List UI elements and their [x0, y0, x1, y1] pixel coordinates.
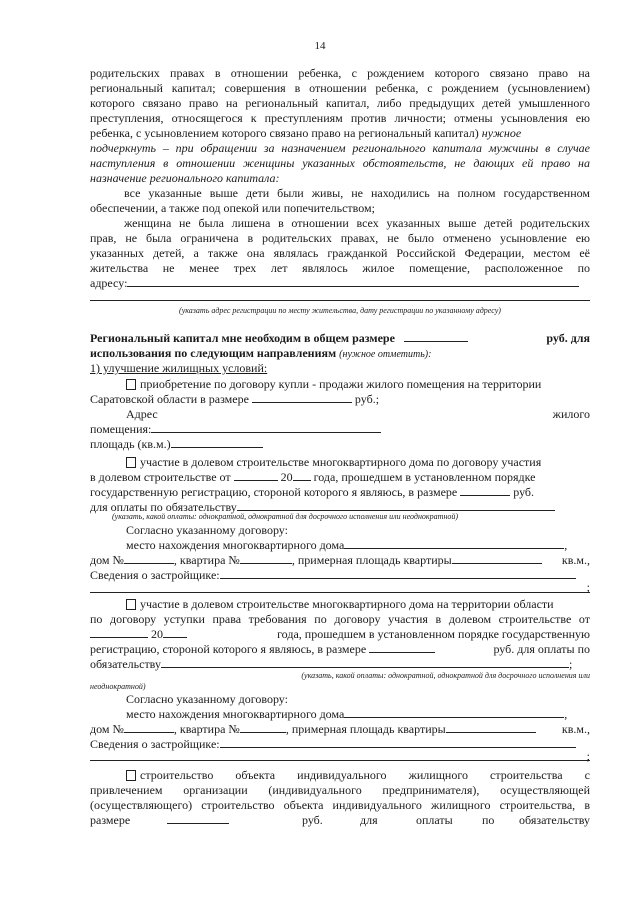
flat-details-line [90, 722, 590, 736]
heading-note: (нужное отметить): [339, 349, 432, 360]
para1-italic-line: назначение регионального капитала: [90, 171, 280, 185]
assign-obligation-field[interactable] [161, 657, 569, 668]
shared-date-label: в долевом строительстве от [90, 470, 231, 484]
assign-year-field[interactable] [163, 627, 187, 638]
para3-line: женщина не была лишена в отношении всех указанных выше детей родительских [124, 216, 590, 230]
room-address-field[interactable] [151, 422, 381, 433]
developer-label: Сведения о застройщике: [90, 737, 220, 751]
obligation-label: обязательству [90, 657, 161, 671]
address-label-tail: жилого [552, 407, 590, 421]
room-line [90, 422, 590, 436]
shared-date-tail: года, прошедшем в установленном порядке [313, 470, 536, 484]
address-label: адресу: [90, 276, 128, 290]
area-unit: кв.м., [561, 722, 590, 736]
house-number-field[interactable] [124, 553, 174, 564]
para3-line: прав, не была ограничена в родительских правах, не было отменено усыновление ею [90, 231, 590, 245]
address-note: (указать адрес регистрации по месту жительства, дату регистрации по указанному адресу) [179, 306, 501, 315]
para1-italic-line: наступления в отношении женщины указанных обстоятельств, не дающих ей право на [90, 156, 590, 170]
para1-text: ребенка, с усыновлением которого связано право на региональный капитал) [90, 126, 479, 140]
purchase-text: приобретение по договору купли - продажи жилого помещения на территории [140, 377, 542, 391]
house-location-label: место нахождения многоквартирного дома [126, 538, 345, 552]
assign-amount-label: регистрацию, стороной которого я являюсь, в размере [90, 642, 367, 656]
para3-line: жительства не менее трех лет являлось жилое помещение, расположенное по [90, 261, 590, 275]
ihc-word: оплаты [416, 813, 453, 827]
semicolon: ; [586, 580, 590, 594]
capital-heading-directions: использования по следующим направлениям [90, 346, 337, 360]
assign-obligation-note: (указать, какой оплаты: однократной, однократной для досрочного исполнения или [301, 671, 590, 680]
area-label: площадь (кв.м.) [90, 437, 171, 451]
address-field[interactable] [127, 276, 579, 287]
developer-label: Сведения о застройщике: [90, 568, 220, 582]
para1-italic-tail: нужное [481, 126, 522, 140]
address-row [126, 407, 590, 421]
assign-text-line: по договору уступки права требования по договору участия в долевом строительстве от [90, 612, 590, 626]
flat-area-label: , примерная площадь квартиры [285, 722, 446, 736]
house-location-label: место нахождения многоквартирного дома [126, 707, 345, 721]
para1-line: родительских правах в отношении ребенка, с рождением которого связано право на [90, 66, 590, 80]
assign-obligation-line: обязательству ; [90, 657, 573, 671]
ihc-amount-label: размере [90, 813, 131, 827]
assign-amount-field[interactable] [369, 642, 435, 653]
para2-line: обеспечении, а также под опекой или попечительством; [90, 201, 375, 215]
purchase-option [126, 377, 590, 391]
flat-number-label: , квартира № [173, 553, 240, 567]
ihc-option [126, 768, 590, 782]
ihc-text-line: (осуществляющего) строительство объекта индивидуального жилищного строительства, в [90, 798, 590, 812]
address-label: Адрес [126, 407, 158, 421]
assign-option [126, 597, 590, 611]
assign-checkbox[interactable] [126, 599, 136, 610]
shared-option [126, 455, 590, 469]
flat-area-field[interactable] [452, 553, 542, 564]
para3-line: указанных детей, а также она являлась гражданкой Российской Федерации, местом её [90, 246, 590, 260]
purchase-amount-label: Саратовской области в размере [90, 392, 249, 406]
agreement-label: Согласно указанному договору: [126, 692, 288, 706]
assign-text: участие в долевом строительстве многоквартирного дома на территории области [140, 597, 554, 611]
currency-label: руб. [302, 813, 323, 827]
semicolon: ; [586, 749, 590, 763]
shared-amount-field[interactable] [460, 485, 510, 496]
assign-date-field[interactable] [90, 627, 148, 638]
shared-date-line [90, 470, 590, 484]
para3-line [90, 276, 590, 290]
house-location-line: место нахождения многоквартирного дома , [126, 538, 568, 552]
para1-italic-line: подчеркнуть – при обращении за назначением регионального капитала мужчины в случае [90, 141, 590, 155]
obligation-note: (указать, какой оплаты: однократной, однократной для досрочного исполнения или неоднократной) [112, 512, 459, 521]
area-field[interactable] [171, 437, 263, 448]
flat-number-label: , квартира № [173, 722, 240, 736]
para1-line: преступления, относящегося к преступлениям против личности; отмены усыновления ею [90, 111, 590, 125]
ihc-text-line: привлечением организации (индивидуального предпринимателя), осуществляющей [90, 783, 590, 797]
flat-area-field[interactable] [446, 722, 536, 733]
page-number: 14 [314, 40, 326, 52]
purchase-checkbox[interactable] [126, 379, 136, 390]
house-number-field[interactable] [124, 722, 174, 733]
currency-label: руб.; [354, 392, 380, 406]
flat-details-line [90, 553, 590, 567]
capital-amount-field[interactable] [404, 331, 468, 342]
currency-label: руб. [513, 485, 535, 499]
section-housing: 1) улучшение жилищных условий: [90, 361, 268, 375]
purchase-amount-line [90, 392, 590, 406]
ihc-amount-field[interactable] [167, 813, 229, 824]
shared-amount-label: государственную регистрацию, стороной которого я являюсь, в размере [90, 485, 458, 499]
capital-heading-line2 [90, 346, 590, 362]
para1-line: региональный капитал; совершения в отношении ребенка, с рождением (усыновлением) [90, 81, 590, 95]
flat-area-label: , примерная площадь квартиры [291, 553, 452, 567]
capital-heading-tail: руб. для [546, 331, 590, 345]
flat-number-field[interactable] [240, 553, 292, 564]
assign-date-tail: года, прошедшем в установленном порядке государственную [277, 627, 590, 641]
house-number-label: дом № [90, 553, 124, 567]
agreement-label: Согласно указанному договору: [126, 523, 288, 537]
house-location-field[interactable] [344, 707, 564, 718]
ihc-text: строительство объекта индивидуального жилищного строительства с [140, 768, 590, 782]
ihc-word: обязательству [519, 813, 590, 827]
shared-date-field[interactable] [234, 470, 278, 481]
purchase-amount-field[interactable] [252, 392, 352, 403]
year-prefix: 20 [151, 627, 163, 641]
developer-field[interactable] [220, 737, 576, 748]
developer-field[interactable] [220, 568, 576, 579]
para1-line [90, 126, 590, 140]
flat-number-field[interactable] [240, 722, 286, 733]
shared-amount-line [90, 485, 590, 499]
area-line [90, 437, 590, 451]
assign-amount-line [90, 642, 590, 656]
ihc-word: для [360, 813, 378, 827]
house-number-label: дом № [90, 722, 124, 736]
para2-line: все указанные выше дети были живы, не находились на полном государственном [124, 186, 590, 200]
year-prefix: 20 [280, 470, 293, 484]
ihc-checkbox[interactable] [126, 770, 136, 781]
assign-amount-tail: руб. для оплаты по [493, 642, 590, 656]
house-location-line: место нахождения многоквартирного дома , [126, 707, 568, 721]
para1-line: которого связано право на региональный капитал, либо предыдущих детей умышленного [90, 96, 590, 110]
ihc-amount-line [90, 813, 590, 827]
room-label: помещения: [90, 422, 152, 436]
area-unit: кв.м., [561, 553, 590, 567]
ihc-word: по [482, 813, 495, 827]
obligation-label: для оплаты по обязательству [90, 500, 237, 514]
shared-year-field[interactable] [293, 470, 311, 481]
house-location-field[interactable] [344, 538, 564, 549]
capital-heading-line1 [90, 331, 590, 345]
assign-date-line [90, 627, 590, 641]
shared-text: участие в долевом строительстве многоквартирного дома по договору участия [140, 455, 542, 469]
shared-checkbox[interactable] [126, 457, 136, 468]
assign-obligation-note-tail: неоднократной) [90, 682, 146, 691]
address-field-line2[interactable] [90, 300, 590, 301]
capital-heading: Региональный капитал мне необходим в общем размере [90, 331, 395, 345]
